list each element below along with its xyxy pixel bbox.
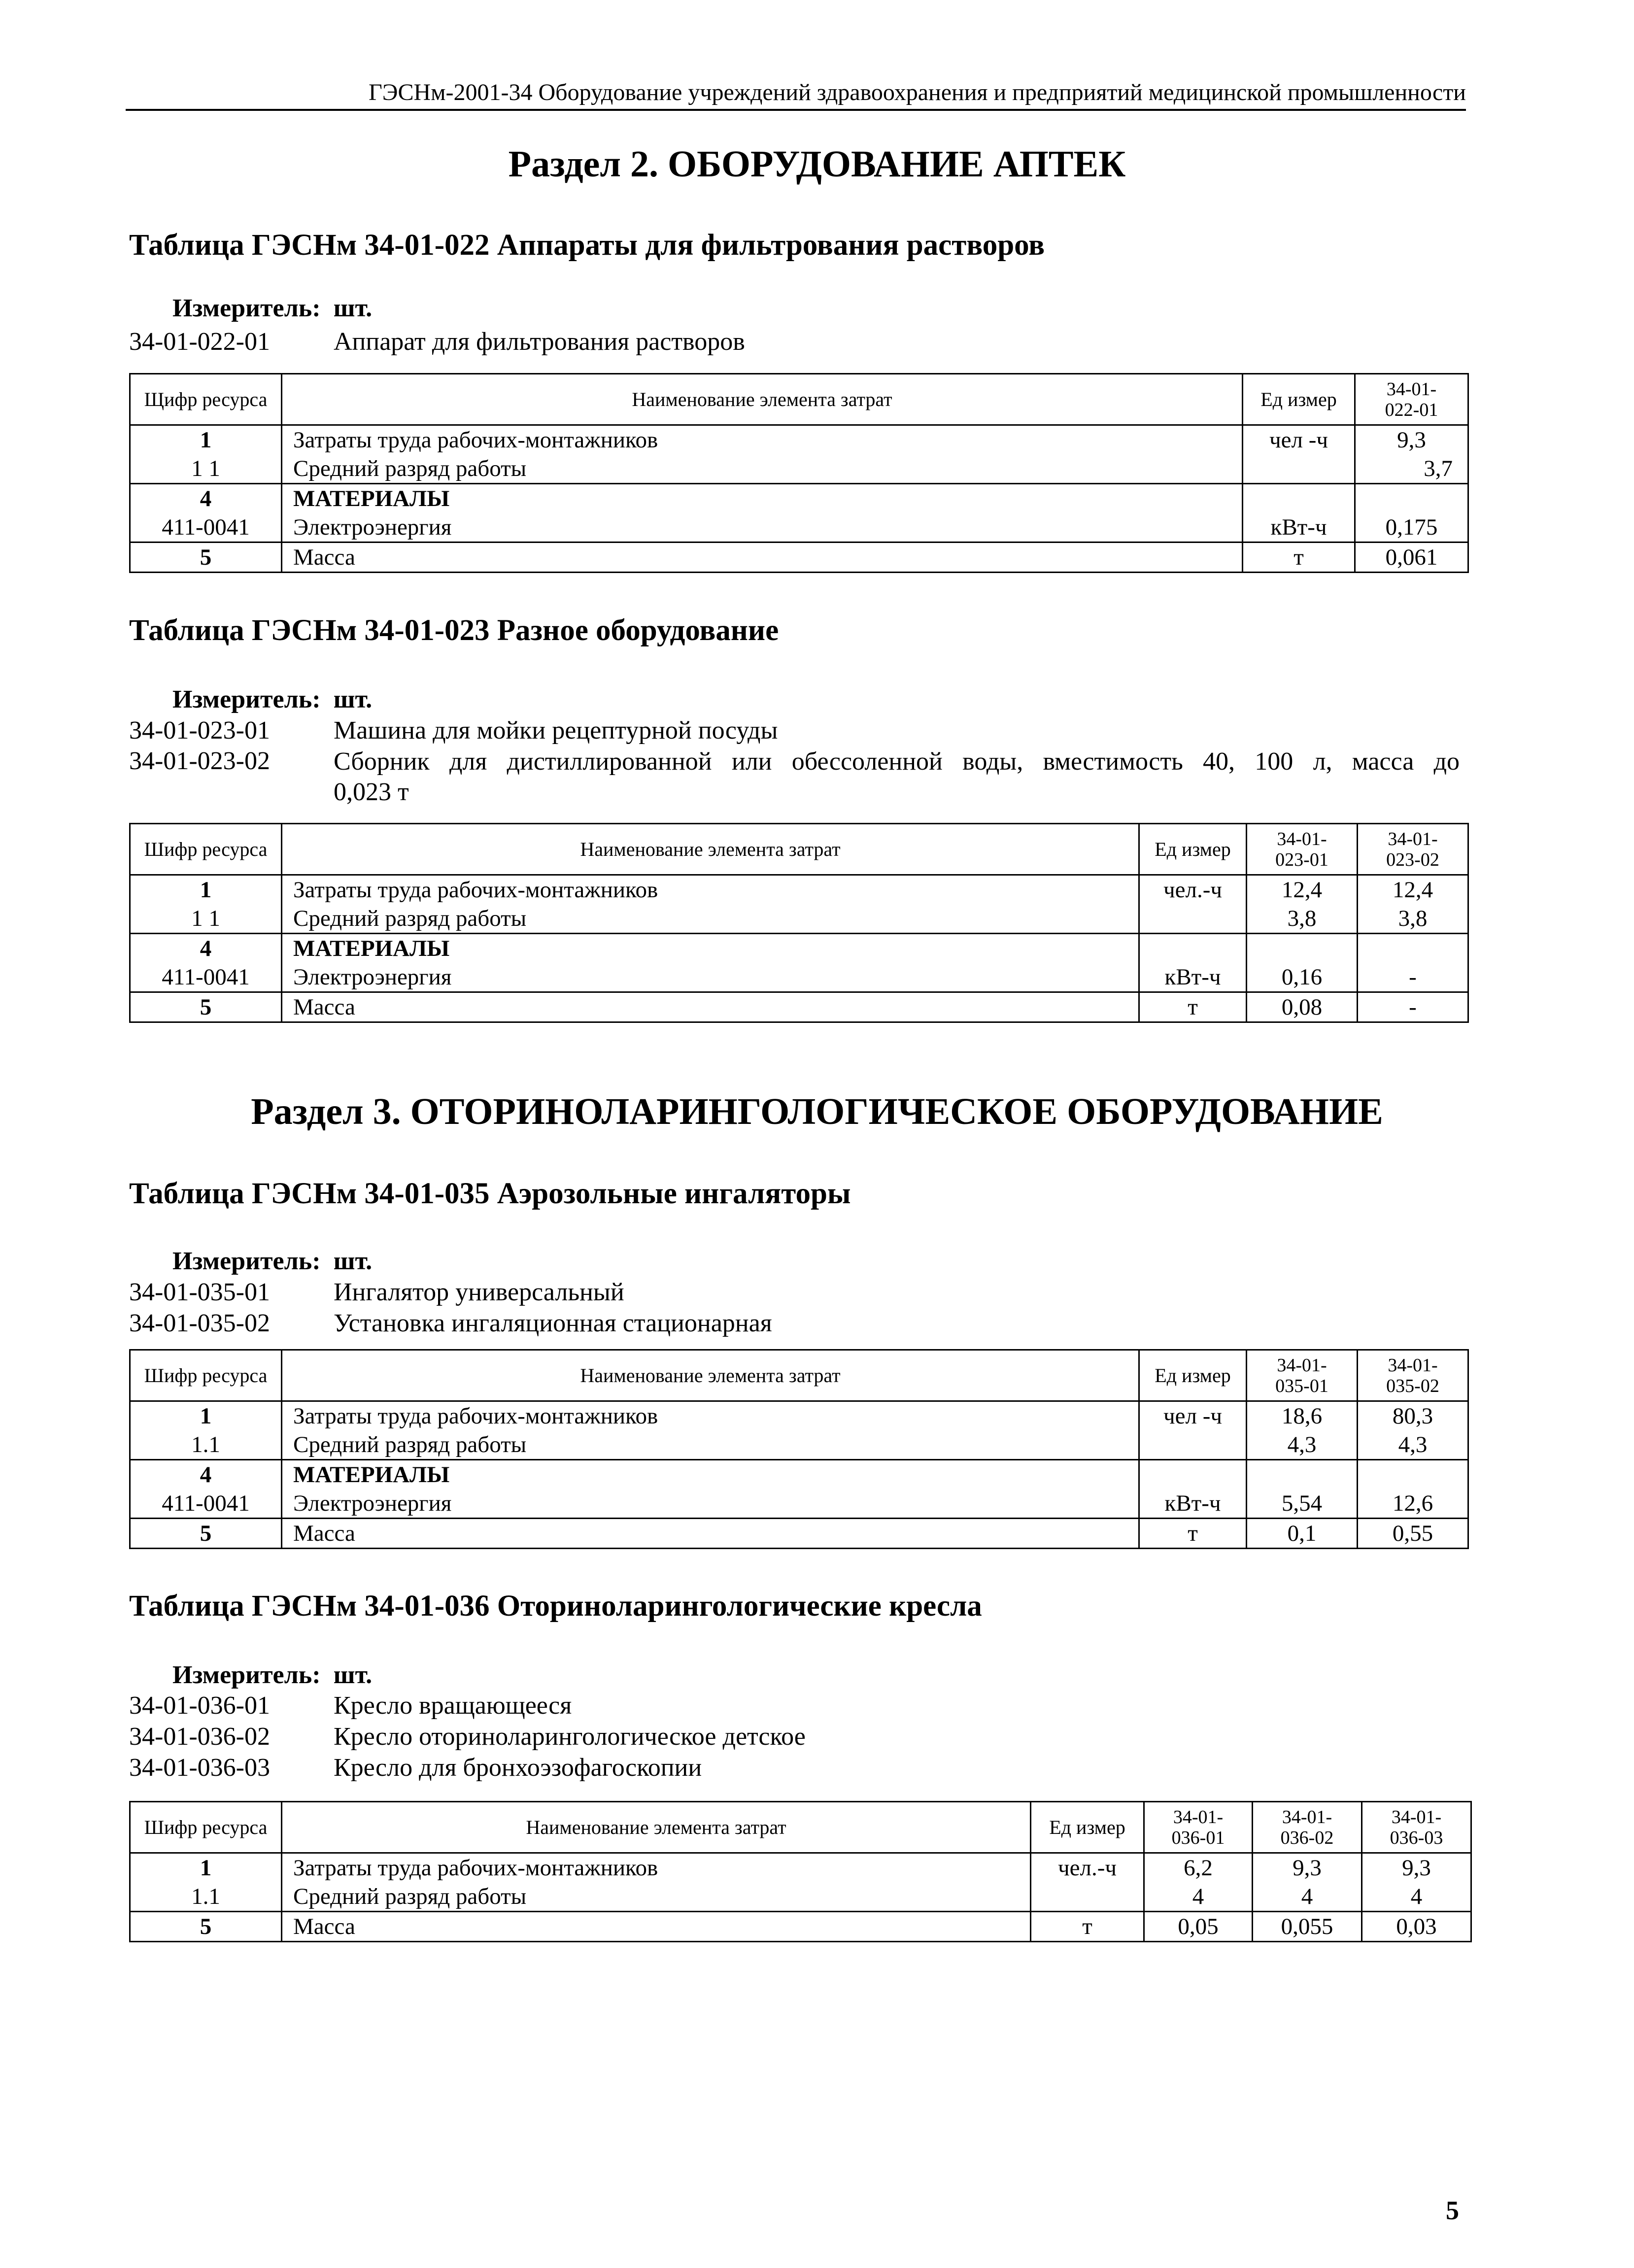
- row-value: 4: [1144, 1882, 1253, 1912]
- row-unit: т: [1243, 542, 1355, 573]
- table-row: [130, 484, 1468, 513]
- header-col: 34-01- 023-01: [1247, 824, 1358, 875]
- row-value: 0,55: [1358, 1519, 1468, 1549]
- row-name: Затраты труда рабочих-монтажников: [282, 1853, 1031, 1883]
- header-unit: Ед измер: [1139, 824, 1247, 875]
- table-row: [130, 875, 1468, 905]
- row-unit: кВт-ч: [1139, 1489, 1247, 1519]
- measure-unit: шт.: [333, 1661, 373, 1689]
- header-name: Наименование элемента затрат: [282, 824, 1139, 875]
- row-code: 1: [130, 1401, 282, 1431]
- row-value: 12,6: [1358, 1489, 1468, 1519]
- row-value: 3,7: [1355, 454, 1468, 484]
- measure-line: [172, 1660, 372, 1690]
- header-col: 34-01- 036-03: [1362, 1802, 1471, 1853]
- table-row: [130, 513, 1468, 542]
- row-unit: [1139, 904, 1247, 934]
- row-value: 9,3: [1253, 1853, 1362, 1883]
- header-unit: Ед измер: [1139, 1350, 1247, 1401]
- row-name: Затраты труда рабочих-монтажников: [282, 1401, 1139, 1431]
- row-name: Масса: [282, 1519, 1139, 1549]
- row-code: 5: [130, 542, 282, 573]
- row-value: [1247, 1460, 1358, 1489]
- item-name-continued: 0,023 т: [334, 778, 409, 806]
- measure-unit: шт.: [333, 685, 373, 713]
- row-code: 1: [130, 875, 282, 905]
- row-code: 1.1: [130, 1882, 282, 1912]
- item-line: [129, 746, 1460, 808]
- row-code: 411-0041: [130, 513, 282, 542]
- row-value: 0,055: [1253, 1912, 1362, 1942]
- header-col: 34-01- 023-02: [1358, 824, 1468, 875]
- row-unit: т: [1139, 1519, 1247, 1549]
- row-value: 4,3: [1247, 1430, 1358, 1460]
- row-code: 1 1: [130, 904, 282, 934]
- row-value: 0,05: [1144, 1912, 1253, 1942]
- table-row: [130, 1882, 1471, 1912]
- row-value: 4,3: [1358, 1430, 1468, 1460]
- table-header-row: [130, 824, 1468, 875]
- row-value: 5,54: [1247, 1489, 1358, 1519]
- row-name: Масса: [282, 992, 1139, 1022]
- header-col: 34-01- 036-01: [1144, 1802, 1253, 1853]
- table-row: [130, 1401, 1468, 1431]
- header-code: Шифр ресурса: [130, 1350, 282, 1401]
- row-code: 5: [130, 1519, 282, 1549]
- row-code: 4: [130, 484, 282, 513]
- row-code: 1.1: [130, 1430, 282, 1460]
- row-value: 0,1: [1247, 1519, 1358, 1549]
- row-name: Электроэнергия: [282, 1489, 1139, 1519]
- header-col: 34-01- 022-01: [1355, 374, 1468, 425]
- row-value: 80,3: [1358, 1401, 1468, 1431]
- item-name: Кресло оториноларингологическое детское: [334, 1723, 806, 1751]
- header-col: 34-01- 036-02: [1253, 1802, 1362, 1853]
- row-unit: [1139, 1460, 1247, 1489]
- row-value: [1358, 1460, 1468, 1489]
- resource-table: [129, 373, 1469, 573]
- item-name: Установка ингаляционная стационарная: [334, 1309, 772, 1337]
- row-value: -: [1358, 992, 1468, 1022]
- row-code: 4: [130, 1460, 282, 1489]
- row-unit: [1243, 484, 1355, 513]
- table-header-row: [130, 374, 1468, 425]
- row-value: 4: [1253, 1882, 1362, 1912]
- table-row: [130, 992, 1468, 1022]
- item-code: 34-01-022-01: [129, 328, 270, 356]
- row-code: 411-0041: [130, 1489, 282, 1519]
- header-col: 34-01- 035-02: [1358, 1350, 1468, 1401]
- header-code: Шифр ресурса: [130, 1802, 282, 1853]
- row-name: МАТЕРИАЛЫ: [282, 1460, 1139, 1489]
- item-name: Ингалятор универсальный: [334, 1278, 624, 1306]
- table-title: Таблица ГЭСНм 34-01-036 Оториноларингологические кресла: [129, 1590, 982, 1623]
- row-value: 4: [1362, 1882, 1471, 1912]
- row-name: Электроэнергия: [282, 963, 1139, 992]
- header-unit: Ед измер: [1243, 374, 1355, 425]
- row-value: 0,03: [1362, 1912, 1471, 1942]
- row-code: 411-0041: [130, 963, 282, 992]
- row-value: 12,4: [1247, 875, 1358, 905]
- row-unit: [1139, 934, 1247, 963]
- row-value: 0,175: [1355, 513, 1468, 542]
- item-code: 34-01-035-02: [129, 1309, 270, 1337]
- item-code: 34-01-036-03: [129, 1754, 270, 1782]
- row-name: МАТЕРИАЛЫ: [282, 484, 1243, 513]
- item-name: Кресло вращающееся: [334, 1692, 572, 1720]
- row-name: Масса: [282, 542, 1243, 573]
- item-code: 34-01-023-02: [129, 747, 270, 775]
- row-unit: кВт-ч: [1139, 963, 1247, 992]
- row-name: МАТЕРИАЛЫ: [282, 934, 1139, 963]
- resource-table: [129, 1349, 1469, 1549]
- row-value: 9,3: [1362, 1853, 1471, 1883]
- measure-unit: шт.: [333, 1247, 373, 1275]
- row-unit: [1031, 1882, 1144, 1912]
- table-row: [130, 904, 1468, 934]
- row-value: 6,2: [1144, 1853, 1253, 1883]
- table-row: [130, 934, 1468, 963]
- row-value: -: [1358, 963, 1468, 992]
- measure-line: [172, 685, 372, 714]
- header-code: Шифр ресурса: [130, 824, 282, 875]
- measure-line: [172, 1247, 372, 1276]
- row-unit: т: [1031, 1912, 1144, 1942]
- table-title: Таблица ГЭСНм 34-01-023 Разное оборудование: [129, 614, 779, 647]
- row-value: [1247, 934, 1358, 963]
- item-code: 34-01-036-02: [129, 1723, 270, 1751]
- row-name: Средний разряд работы: [282, 1430, 1139, 1460]
- measure-label: Измеритель:: [172, 1661, 321, 1689]
- row-unit: чел.-ч: [1139, 875, 1247, 905]
- row-code: 5: [130, 1912, 282, 1942]
- row-name: Средний разряд работы: [282, 1882, 1031, 1912]
- row-name: Средний разряд работы: [282, 904, 1139, 934]
- row-name: Масса: [282, 1912, 1031, 1942]
- table-row: [130, 542, 1468, 573]
- table-row: [130, 1489, 1468, 1519]
- item-name: Сборник для дистиллированной или обессоленной воды, вместимость 40, 100 л, масса до: [334, 747, 1460, 776]
- row-value: 3,8: [1247, 904, 1358, 934]
- table-header-row: [130, 1802, 1471, 1853]
- row-name: Затраты труда рабочих-монтажников: [282, 875, 1139, 905]
- header-unit: Ед измер: [1031, 1802, 1144, 1853]
- row-name: Средний разряд работы: [282, 454, 1243, 484]
- page-number: 5: [1446, 2196, 1459, 2225]
- item-name: Машина для мойки рецептурной посуды: [334, 716, 778, 745]
- row-code: 5: [130, 992, 282, 1022]
- row-name: Электроэнергия: [282, 513, 1243, 542]
- row-unit: чел.-ч: [1031, 1853, 1144, 1883]
- row-value: 0,061: [1355, 542, 1468, 573]
- row-unit: чел -ч: [1139, 1401, 1247, 1431]
- header-name: Наименование элемента затрат: [282, 374, 1243, 425]
- item-code: 34-01-036-01: [129, 1692, 270, 1720]
- section-title: Раздел 2. ОБОРУДОВАНИЕ АПТЕК: [508, 143, 1126, 185]
- measure-label: Измеритель:: [172, 1247, 321, 1275]
- row-value: 0,16: [1247, 963, 1358, 992]
- section-title: Раздел 3. ОТОРИНОЛАРИНГОЛОГИЧЕСКОЕ ОБОРУДОВАНИЕ: [251, 1091, 1383, 1132]
- header-name: Наименование элемента затрат: [282, 1802, 1031, 1853]
- header-col: 34-01- 035-01: [1247, 1350, 1358, 1401]
- row-code: 1: [130, 425, 282, 455]
- row-unit: [1139, 1430, 1247, 1460]
- item-name: Кресло для бронхоэзофагоскопии: [334, 1754, 702, 1782]
- table-row: [130, 1430, 1468, 1460]
- measure-unit: шт.: [333, 294, 373, 322]
- table-row: [130, 1912, 1471, 1942]
- row-value: 0,08: [1247, 992, 1358, 1022]
- item-name: Аппарат для фильтрования растворов: [334, 328, 745, 356]
- row-value: [1358, 934, 1468, 963]
- header-name: Наименование элемента затрат: [282, 1350, 1139, 1401]
- row-value: 3,8: [1358, 904, 1468, 934]
- row-value: 9,3: [1355, 425, 1468, 455]
- row-code: 1: [130, 1853, 282, 1883]
- row-code: 1 1: [130, 454, 282, 484]
- row-unit: т: [1139, 992, 1247, 1022]
- resource-table: [129, 1801, 1472, 1942]
- resource-table: [129, 823, 1469, 1023]
- table-row: [130, 1519, 1468, 1549]
- measure-label: Измеритель:: [172, 685, 321, 713]
- row-unit: чел -ч: [1243, 425, 1355, 455]
- measure-line: [172, 294, 372, 323]
- table-title: Таблица ГЭСНм 34-01-035 Аэрозольные ингаляторы: [129, 1177, 851, 1210]
- item-code: 34-01-023-01: [129, 716, 270, 745]
- table-row: [130, 1460, 1468, 1489]
- row-unit: [1243, 454, 1355, 484]
- table-header-row: [130, 1350, 1468, 1401]
- row-value: [1355, 484, 1468, 513]
- table-title: Таблица ГЭСНм 34-01-022 Аппараты для фильтрования растворов: [129, 229, 1045, 262]
- table-row: [130, 1853, 1471, 1883]
- row-unit: кВт-ч: [1243, 513, 1355, 542]
- running-header: ГЭСНм-2001-34 Оборудование учреждений здравоохранения и предприятий медицинской промышленности: [126, 79, 1466, 111]
- row-value: 12,4: [1358, 875, 1468, 905]
- table-row: [130, 425, 1468, 455]
- row-code: 4: [130, 934, 282, 963]
- header-code: Щифр ресурса: [130, 374, 282, 425]
- row-name: Затраты труда рабочих-монтажников: [282, 425, 1243, 455]
- table-row: [130, 454, 1468, 484]
- measure-label: Измеритель:: [172, 294, 321, 322]
- item-code: 34-01-035-01: [129, 1278, 270, 1306]
- table-row: [130, 963, 1468, 992]
- row-value: 18,6: [1247, 1401, 1358, 1431]
